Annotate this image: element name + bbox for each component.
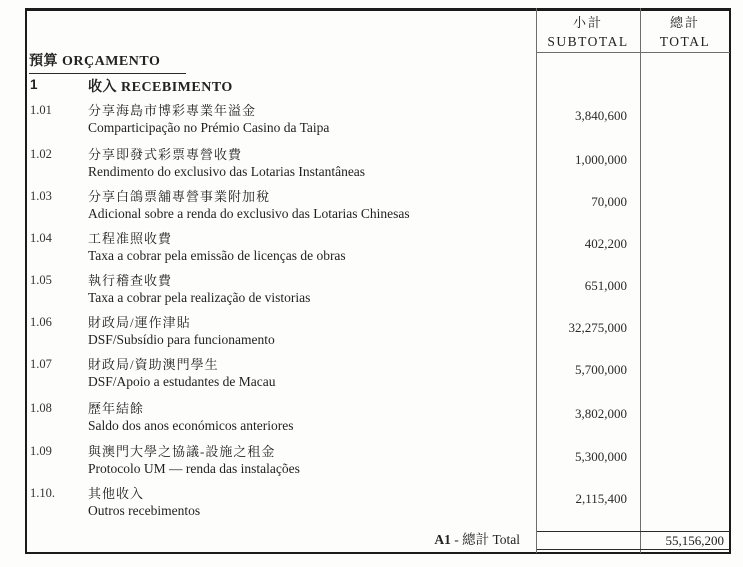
grand-total-label xyxy=(0,528,520,548)
total-header-en: TOTAL xyxy=(659,34,711,49)
item-number: 1.05 xyxy=(30,273,52,287)
item-number: 1.04 xyxy=(30,231,52,245)
item-subtotal-amount: 3,840,600 xyxy=(575,108,627,123)
item-description-cjk: 工程准照收費 xyxy=(88,231,173,246)
item-description-pt: Rendimento do exclusivo das Lotarias Instantâneas xyxy=(88,164,366,179)
column-header-total xyxy=(640,13,730,51)
item-description xyxy=(88,230,528,265)
item-number: 1.01 xyxy=(30,103,52,117)
section-number: 1 xyxy=(30,77,38,92)
grand-total-text: - 總計 Total xyxy=(454,532,520,547)
grand-total-amount: 55,156,200 xyxy=(665,533,724,548)
item-subtotal-amount: 5,300,000 xyxy=(575,449,627,464)
item-description-cjk: 分享白鴿票舖專營事業附加稅 xyxy=(88,189,271,204)
item-description-pt: Comparticipação no Prémio Casino da Taipa xyxy=(88,120,330,135)
column-header-subtotal xyxy=(536,13,640,51)
subtotal-header-cjk: 小計 xyxy=(572,15,603,30)
item-description-cjk: 其他收入 xyxy=(88,486,145,501)
item-number: 1.10. xyxy=(30,486,55,500)
table-row-1-08 xyxy=(0,400,743,440)
item-description xyxy=(88,356,528,391)
item-subtotal-amount: 70,000 xyxy=(591,194,627,209)
item-description xyxy=(88,146,528,181)
item-subtotal-amount: 2,115,400 xyxy=(575,491,627,506)
item-subtotal-amount: 3,802,000 xyxy=(575,406,627,421)
item-description-cjk: 執行稽查收費 xyxy=(88,273,173,288)
total-header-cjk: 總計 xyxy=(669,15,700,30)
item-description-pt: Protocolo UM — renda das instalações xyxy=(88,461,300,476)
item-description-pt: Saldo dos anos económicos anteriores xyxy=(88,418,294,433)
document-title: 預算 ORÇAMENTO xyxy=(29,50,186,74)
item-number: 1.03 xyxy=(30,189,52,203)
subtotal-header-en: SUBTOTAL xyxy=(547,34,629,49)
section-title: 收入 RECEBIMENTO xyxy=(88,80,233,95)
item-subtotal-amount: 402,200 xyxy=(584,236,627,251)
item-description-pt: DSF/Apoio a estudantes de Macau xyxy=(88,374,276,389)
item-description-pt: Adicional sobre a renda do exclusivo das Lotarias Chinesas xyxy=(88,206,410,221)
table-row-1-03 xyxy=(0,188,743,228)
table-row-1-07 xyxy=(0,356,743,396)
item-description-cjk: 財政局/運作津貼 xyxy=(88,315,191,330)
item-number: 1.07 xyxy=(30,357,52,371)
item-description xyxy=(88,314,528,349)
item-description-cjk: 與澳門大學之協議-設施之租金 xyxy=(88,444,276,459)
item-description-pt: Outros recebimentos xyxy=(88,503,201,518)
item-description xyxy=(88,102,528,137)
item-description xyxy=(88,443,528,478)
item-description xyxy=(88,272,528,307)
item-description xyxy=(88,485,528,520)
grand-total-code: A1 xyxy=(434,532,451,547)
item-subtotal-amount: 1,000,000 xyxy=(575,152,627,167)
table-row-1-10 xyxy=(0,485,743,525)
table-row-1-02 xyxy=(0,146,743,186)
table-row-1-05 xyxy=(0,272,743,312)
item-number: 1.02 xyxy=(30,147,52,161)
item-description-cjk: 分享海島市博彩專業年溢金 xyxy=(88,103,257,118)
item-subtotal-amount: 32,275,000 xyxy=(568,320,627,335)
item-number: 1.06 xyxy=(30,315,52,329)
item-description-cjk: 財政局/資助澳門學生 xyxy=(88,357,219,372)
item-number: 1.09 xyxy=(30,444,52,458)
item-description-cjk: 分享即發式彩票專營收費 xyxy=(88,147,243,162)
item-subtotal-amount: 651,000 xyxy=(584,278,627,293)
item-description-pt: Taxa a cobrar pela realização de vistorias xyxy=(88,290,311,305)
item-description-pt: Taxa a cobrar pela emissão de licenças de obras xyxy=(88,248,346,263)
item-subtotal-amount: 5,700,000 xyxy=(575,362,627,377)
table-row-1-06 xyxy=(0,314,743,354)
grand-total-box xyxy=(537,531,730,550)
item-description-pt: DSF/Subsídio para funcionamento xyxy=(88,332,275,347)
column-header-underline xyxy=(536,52,730,53)
item-description xyxy=(88,188,528,223)
item-description-cjk: 歷年結餘 xyxy=(88,401,145,416)
item-description xyxy=(88,400,528,435)
table-row-1-01 xyxy=(0,102,743,142)
table-row-1-09 xyxy=(0,443,743,483)
item-number: 1.08 xyxy=(30,401,52,415)
table-row-1-04 xyxy=(0,230,743,270)
